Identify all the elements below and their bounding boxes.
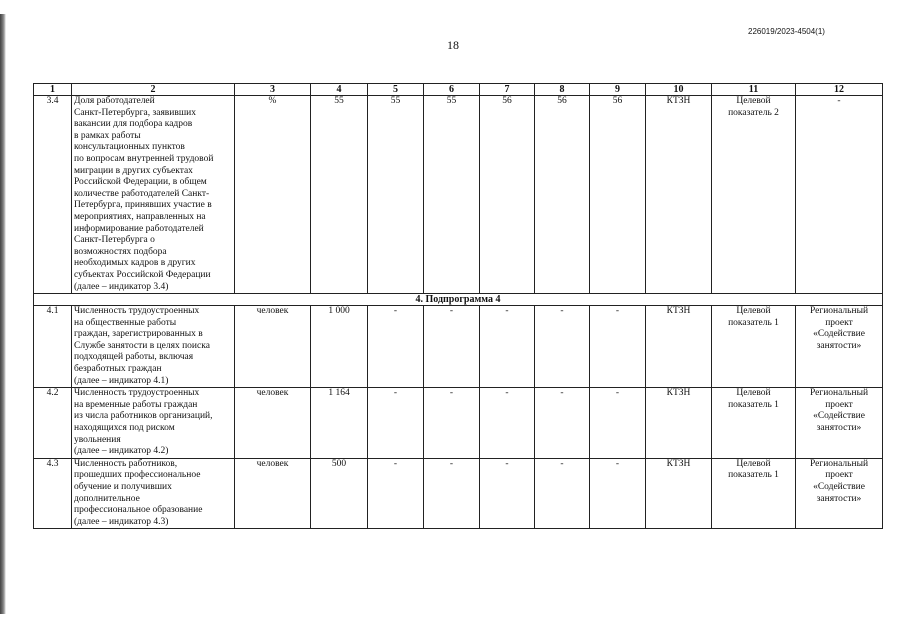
indicator-name-line: на общественные работы (74, 317, 177, 328)
type-cell-line: показатель 1 (728, 317, 779, 328)
indicator-name-line: подходящей работы, включая (74, 352, 194, 363)
indicator-name-line: граждан, зарегистрированных в (74, 329, 203, 340)
value-cell: - (535, 388, 590, 459)
indicator-name-line: информирование работодателей (74, 223, 204, 234)
indicator-name-line: (далее – индикатор 3.4) (74, 281, 169, 292)
note-cell-line: «Содействие (813, 411, 865, 422)
indicator-name-line: вакансии для подбора кадров (74, 119, 193, 130)
type-cell-line: показатель 1 (728, 399, 779, 410)
section-title: 4. Подпрограмма 4 (34, 294, 883, 306)
indicator-name-line: прошедших профессиональное (74, 470, 201, 481)
scan-edge (0, 14, 6, 614)
value-cell: - (480, 458, 535, 529)
type-cell-line: Целевой (736, 388, 771, 399)
type-cell (712, 96, 796, 294)
section-row (34, 294, 883, 306)
header-cell: 8 (535, 84, 590, 96)
note-cell (796, 458, 883, 529)
unit-cell: человек (235, 458, 311, 529)
value-cell: 1 164 (311, 388, 368, 459)
indicator-name (72, 306, 235, 388)
header-cell: 11 (712, 84, 796, 96)
indicator-name-line: Доля работодателей (74, 96, 155, 106)
indicator-name-line: количестве работодателей Санкт- (74, 188, 210, 199)
value-cell: - (480, 388, 535, 459)
value-cell: 55 (368, 96, 424, 294)
value-cell: - (535, 458, 590, 529)
table-row (34, 306, 883, 388)
header-row (34, 84, 883, 96)
indicator-name-line: возможностях подбора (74, 246, 167, 257)
indicator-name-line: мероприятиях, направленных на (74, 211, 206, 222)
row-number: 4.3 (34, 458, 72, 529)
indicator-name (72, 458, 235, 529)
type-cell-line: Целевой (736, 458, 771, 469)
indicator-name (72, 388, 235, 459)
indicator-name-line: на временные работы граждан (74, 399, 198, 410)
unit-cell: % (235, 96, 311, 294)
type-cell-line: Целевой (736, 96, 771, 106)
indicator-name-line: увольнения (74, 434, 121, 445)
value-cell: - (590, 458, 646, 529)
indicator-name-line: Численность трудоустроенных (74, 306, 200, 317)
table-row (34, 388, 883, 459)
indicator-name-line: Петербурга, принявших участие в (74, 200, 212, 211)
indicator-name-line: из числа работников организаций, (74, 411, 213, 422)
indicator-name-line: консультационных пунктов (74, 142, 185, 153)
indicator-name-line: безработных граждан (74, 364, 162, 375)
value-cell: - (480, 306, 535, 388)
header-cell: 1 (34, 84, 72, 96)
document-id: 226019/2023-4504(1) (748, 27, 825, 36)
note-cell-line: занятости» (816, 423, 862, 434)
note-cell-line: занятости» (816, 493, 862, 504)
executor-cell: КТЗН (646, 458, 712, 529)
executor-cell: КТЗН (646, 388, 712, 459)
value-cell: - (368, 458, 424, 529)
row-number: 4.1 (34, 306, 72, 388)
value-cell: - (424, 388, 480, 459)
value-cell: - (535, 306, 590, 388)
note-cell (796, 96, 883, 294)
indicator-name-line: (далее – индикатор 4.1) (74, 375, 169, 386)
indicator-name-line: (далее – индикатор 4.3) (74, 516, 169, 527)
value-cell: 55 (311, 96, 368, 294)
unit-cell: человек (235, 388, 311, 459)
value-cell: 56 (535, 96, 590, 294)
indicator-name-line: необходимых кадров в других (74, 258, 196, 269)
note-cell (796, 306, 883, 388)
note-cell-line: занятости» (816, 340, 862, 351)
type-cell-line: Целевой (736, 306, 771, 317)
page-number: 18 (447, 38, 459, 52)
header-cell: 7 (480, 84, 535, 96)
indicator-name-line: (далее – индикатор 4.2) (74, 446, 169, 457)
indicator-name-line: субъектах Российской Федерации (74, 269, 211, 280)
header-cell: 9 (590, 84, 646, 96)
row-number: 4.2 (34, 388, 72, 459)
indicator-name-line: в рамках работы (74, 130, 141, 141)
indicator-name-line: Санкт-Петербурга, заявивших (74, 107, 197, 118)
indicator-name-line: миграции в других субъектах (74, 165, 193, 176)
note-cell-line: Региональный (809, 458, 869, 469)
note-cell-line: Региональный (809, 388, 869, 399)
value-cell: - (590, 388, 646, 459)
header-cell: 5 (368, 84, 424, 96)
header-cell: 3 (235, 84, 311, 96)
indicator-name-line: Российской Федерации, в общем (74, 177, 207, 188)
indicator-name-line: находящихся под риском (74, 423, 175, 434)
type-cell (712, 458, 796, 529)
table-row (34, 458, 883, 529)
indicator-name-line: профессиональное образование (74, 505, 203, 516)
header-cell: 4 (311, 84, 368, 96)
note-cell-line: «Содействие (813, 329, 865, 340)
row-number: 3.4 (34, 96, 72, 294)
type-cell (712, 388, 796, 459)
value-cell: 55 (424, 96, 480, 294)
header-cell: 12 (796, 84, 883, 96)
value-cell: 1 000 (311, 306, 368, 388)
value-cell: - (590, 306, 646, 388)
note-cell-line: проект (825, 470, 853, 481)
note-cell-line: «Содействие (813, 482, 865, 492)
value-cell: - (368, 388, 424, 459)
indicator-name-line: Службе занятости в целях поиска (74, 340, 210, 351)
unit-cell: человек (235, 306, 311, 388)
header-cell: 6 (424, 84, 480, 96)
type-cell-line: показатель 1 (728, 470, 779, 481)
note-cell-line: - (837, 96, 841, 106)
indicators-table (33, 83, 883, 529)
value-cell: 56 (480, 96, 535, 294)
indicator-name-line: обучение и получивших (74, 482, 172, 492)
type-cell-line: показатель 2 (728, 107, 779, 118)
table-row (34, 96, 883, 294)
note-cell-line: проект (825, 317, 853, 328)
value-cell: 56 (590, 96, 646, 294)
executor-cell: КТЗН (646, 306, 712, 388)
value-cell: - (368, 306, 424, 388)
indicator-name-line: дополнительное (74, 493, 140, 504)
indicator-name (72, 96, 235, 294)
header-cell: 10 (646, 84, 712, 96)
note-cell-line: проект (825, 399, 853, 410)
indicator-name-line: по вопросам внутренней трудовой (74, 153, 214, 164)
value-cell: - (424, 306, 480, 388)
header-cell: 2 (72, 84, 235, 96)
indicator-name-line: Численность трудоустроенных (74, 388, 200, 399)
indicator-name-line: Санкт-Петербурга о (74, 235, 155, 246)
value-cell: 500 (311, 458, 368, 529)
indicator-name-line: Численность работников, (74, 458, 178, 469)
note-cell (796, 388, 883, 459)
value-cell: - (424, 458, 480, 529)
executor-cell: КТЗН (646, 96, 712, 294)
type-cell (712, 306, 796, 388)
note-cell-line: Региональный (809, 306, 869, 317)
